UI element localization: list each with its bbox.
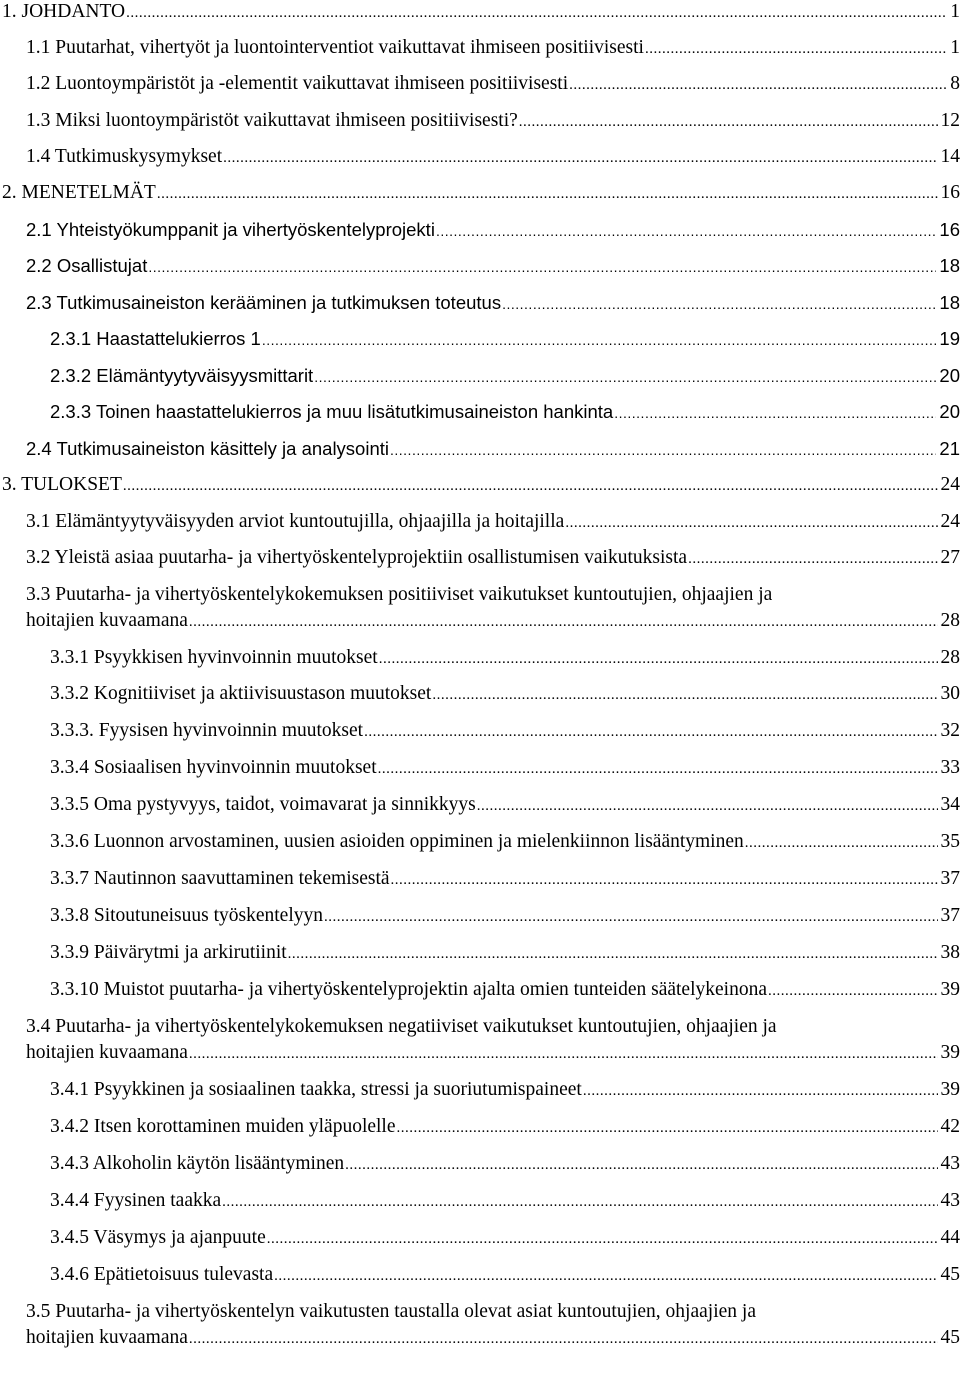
toc-entry[interactable] — [26, 546, 960, 571]
toc-entry-line2 — [26, 1326, 960, 1351]
toc-entry-label: 2.3 Tutkimusaineiston kerääminen ja tutkimuksen toteutus — [26, 292, 502, 313]
toc-entry-label: 3.3.3. Fyysisen hyvinvoinnin muutokset — [50, 720, 364, 741]
toc-page-number: 39 — [940, 1079, 960, 1100]
toc-leader-dots — [391, 868, 938, 892]
toc-page-number: 34 — [940, 794, 960, 815]
toc-page-number: 16 — [940, 182, 960, 203]
toc-entry-label: 3.3.9 Päivärytmi ja arkirutiinit — [50, 942, 287, 963]
toc-entry[interactable] — [26, 510, 960, 535]
toc-entry[interactable] — [50, 1152, 960, 1177]
toc-page-number: 28 — [940, 610, 960, 631]
toc-entry[interactable] — [50, 1078, 960, 1103]
toc-leader-dots — [645, 37, 947, 61]
toc-entry-label-line2: hoitajien kuvaamana — [26, 1042, 188, 1063]
toc-entry-line2 — [26, 609, 960, 634]
toc-entry-label: 3.1 Elämäntyytyväisyyden arviot kuntoutujilla, ohjaajilla ja hoitajilla — [26, 511, 565, 532]
toc-leader-dots — [262, 328, 937, 352]
toc-leader-dots — [364, 720, 937, 744]
toc-entry-label: 3.3.1 Psyykkisen hyvinvoinnin muutokset — [50, 647, 378, 668]
toc-entry[interactable] — [50, 1226, 960, 1251]
toc-entry-label: 3.3.5 Oma pystyvyys, taidot, voimavarat ja sinnikkyys — [50, 794, 476, 815]
toc-page-number: 30 — [940, 683, 960, 704]
toc-entry-label: 1.1 Puutarhat, vihertyöt ja luontointerventiot vaikuttavat ihmiseen positiivisesti — [26, 37, 644, 58]
toc-leader-dots — [222, 1190, 937, 1214]
toc-leader-dots — [148, 255, 936, 279]
toc-page-number: 27 — [940, 547, 960, 568]
toc-entry[interactable] — [2, 181, 960, 206]
toc-page-number: 24 — [940, 474, 960, 495]
toc-leader-dots — [288, 942, 938, 966]
toc-entry-label: 3.4.4 Fyysinen taakka — [50, 1190, 222, 1211]
toc-page-number: 42 — [940, 1116, 960, 1137]
toc-page-number: 28 — [940, 647, 960, 668]
toc-entry[interactable] — [50, 830, 960, 855]
toc-leader-dots — [768, 979, 938, 1003]
toc-entry-label-line1: 3.5 Puutarha- ja vihertyöskentelyn vaikutusten taustalla olevat asiat kuntoutujien, ohjaajien ja — [26, 1301, 756, 1322]
toc-entry-label: 3.2 Yleistä asiaa puutarha- ja vihertyöskentelyprojektiin osallistumisen vaikutuksista — [26, 547, 688, 568]
toc-entry[interactable] — [26, 36, 960, 61]
toc-leader-dots — [189, 1327, 938, 1351]
toc-leader-dots — [267, 1227, 938, 1251]
toc-page-number: 35 — [940, 831, 960, 852]
toc-leader-dots — [345, 1153, 937, 1177]
toc-entry[interactable] — [50, 793, 960, 818]
toc-page-number: 45 — [940, 1264, 960, 1285]
toc-entry[interactable] — [50, 1189, 960, 1214]
toc-entry-label: 3.3.2 Kognitiiviset ja aktiivisuustason muutokset — [50, 683, 432, 704]
toc-entry[interactable] — [50, 682, 960, 707]
toc-entry-label: 1.2 Luontoympäristöt ja -elementit vaikuttavat ihmiseen positiivisesti — [26, 73, 569, 94]
toc-entry-label: 2.1 Yhteistyökumppanit ja vihertyöskentelyprojekti — [26, 219, 435, 240]
toc-leader-dots — [223, 146, 937, 170]
toc-entry-label: 3.4.5 Väsymys ja ajanpuute — [50, 1227, 266, 1248]
toc-leader-dots — [432, 683, 937, 707]
toc-page-number: 24 — [940, 511, 960, 532]
toc-page-number: 39 — [940, 1042, 960, 1063]
toc-entry[interactable] — [50, 756, 960, 781]
toc-leader-dots — [614, 401, 936, 425]
toc-entry-label: 3.3.6 Luonnon arvostaminen, uusien asioiden oppiminen ja mielenkiinnon lisääntyminen — [50, 831, 744, 852]
toc-page-number: 18 — [939, 255, 960, 276]
toc-entry[interactable] — [50, 904, 960, 929]
toc-leader-dots — [688, 547, 937, 571]
toc-page-number: 20 — [939, 365, 960, 386]
toc-entry-label-line2: hoitajien kuvaamana — [26, 610, 188, 631]
toc-leader-dots — [569, 73, 947, 97]
toc-entry[interactable] — [50, 1115, 960, 1140]
toc-page-number: 1 — [950, 1, 960, 22]
toc-page-number: 39 — [940, 979, 960, 1000]
toc-page-number: 18 — [939, 292, 960, 313]
toc-leader-dots — [189, 610, 938, 634]
toc-entry-label-line2: hoitajien kuvaamana — [26, 1327, 188, 1348]
toc-page-number: 33 — [940, 757, 960, 778]
toc-page-number: 14 — [940, 146, 960, 167]
toc-entry[interactable] — [50, 941, 960, 966]
toc-entry-label: 3.4.1 Psyykkinen ja sosiaalinen taakka, stressi ja suoriutumispaineet — [50, 1079, 582, 1100]
toc-page-number: 19 — [939, 328, 960, 349]
toc-leader-dots — [324, 905, 938, 929]
toc-entry-label: 2.4 Tutkimusaineiston käsittely ja analysointi — [26, 438, 389, 459]
toc-entry-label: 3.3.10 Muistot puutarha- ja vihertyöskentelyprojektin ajalta omien tunteiden säätelykeinona — [50, 979, 767, 1000]
toc-entry[interactable] — [50, 978, 960, 1003]
toc-leader-dots — [565, 511, 937, 535]
toc-entry[interactable] — [26, 72, 960, 97]
toc-entry[interactable] — [50, 867, 960, 892]
toc-entry[interactable] — [26, 437, 960, 462]
toc-leader-dots — [379, 647, 938, 671]
toc-leader-dots — [274, 1264, 937, 1288]
toc-leader-dots — [314, 365, 936, 389]
toc-entry[interactable] — [26, 218, 960, 243]
toc-leader-dots — [477, 794, 938, 818]
toc-entry-label: 1.3 Miksi luontoympäristöt vaikuttavat ihmiseen positiivisesti? — [26, 110, 518, 131]
toc-leader-dots — [502, 292, 936, 316]
toc-entry[interactable] — [50, 400, 960, 425]
toc-leader-dots — [390, 438, 936, 462]
toc-entry[interactable] — [50, 646, 960, 671]
toc-leader-dots — [583, 1079, 938, 1103]
toc-entry-label: 1. JOHDANTO — [2, 1, 126, 22]
toc-entry-label: 3.4.3 Alkoholin käytön lisääntyminen — [50, 1153, 345, 1174]
toc-page-number: 45 — [940, 1327, 960, 1348]
toc-entry[interactable] — [2, 473, 960, 498]
toc-page-number: 38 — [940, 942, 960, 963]
toc-entry-label: 3.4.2 Itsen korottaminen muiden yläpuolelle — [50, 1116, 396, 1137]
toc-entry-label: 2.3.3 Toinen haastattelukierros ja muu lisätutkimusaineiston hankinta — [50, 401, 614, 422]
toc-entry[interactable] — [50, 364, 960, 389]
toc-entry[interactable] — [26, 291, 960, 316]
toc-entry-label-line1: 3.4 Puutarha- ja vihertyöskentelykokemuksen negatiiviset vaikutukset kuntoutujien, ohjaajien ja — [26, 1016, 777, 1037]
toc-entry-label: 2.2 Osallistujat — [26, 255, 148, 276]
toc-entry[interactable] — [50, 1263, 960, 1288]
toc-entry-label: 3. TULOKSET — [2, 474, 122, 495]
toc-page-number: 1 — [950, 37, 960, 58]
toc-leader-dots — [189, 1042, 938, 1066]
toc-entry[interactable] — [26, 254, 960, 279]
toc-entry-label: 3.3.8 Sitoutuneisuus työskentelyyn — [50, 905, 323, 926]
toc-leader-dots — [157, 182, 938, 206]
toc-page-number: 37 — [940, 905, 960, 926]
toc-leader-dots — [123, 474, 938, 498]
toc-leader-dots — [436, 219, 936, 243]
toc-entry-label: 2.3.1 Haastattelukierros 1 — [50, 328, 261, 349]
toc-entry-label: 2. MENETELMÄT — [2, 182, 156, 203]
toc-page-number: 43 — [940, 1190, 960, 1211]
toc-leader-dots — [378, 757, 938, 781]
toc-entry-label: 1.4 Tutkimuskysymykset — [26, 146, 223, 167]
toc-entry-label-line1: 3.3 Puutarha- ja vihertyöskentelykokemuksen positiiviset vaikutukset kuntoutujien, ohjaajien ja — [26, 584, 773, 605]
toc-entry[interactable] — [2, 0, 960, 25]
toc-page-number: 12 — [940, 110, 960, 131]
toc-page-number: 43 — [940, 1153, 960, 1174]
toc-leader-dots — [126, 1, 947, 25]
toc-page-number: 32 — [940, 720, 960, 741]
toc-leader-dots — [519, 110, 938, 134]
toc-page-number: 37 — [940, 868, 960, 889]
toc-page-number: 20 — [939, 401, 960, 422]
toc-page-number: 16 — [939, 219, 960, 240]
toc-entry[interactable] — [26, 109, 960, 134]
toc-entry[interactable] — [50, 719, 960, 744]
toc-page-number: 44 — [940, 1227, 960, 1248]
toc-entry-line2 — [26, 1041, 960, 1066]
toc-entry[interactable] — [50, 327, 960, 352]
toc-page-number: 21 — [939, 438, 960, 459]
toc-entry-label: 3.4.6 Epätietoisuus tulevasta — [50, 1264, 274, 1285]
toc-entry[interactable] — [26, 145, 960, 170]
toc-entry-label: 3.3.4 Sosiaalisen hyvinvoinnin muutokset — [50, 757, 377, 778]
toc-leader-dots — [397, 1116, 938, 1140]
toc-page-number: 8 — [950, 73, 960, 94]
toc-entry-label: 2.3.2 Elämäntyytyväisyysmittarit — [50, 365, 314, 386]
toc-entry-label: 3.3.7 Nautinnon saavuttaminen tekemisestä — [50, 868, 390, 889]
toc-leader-dots — [745, 831, 938, 855]
